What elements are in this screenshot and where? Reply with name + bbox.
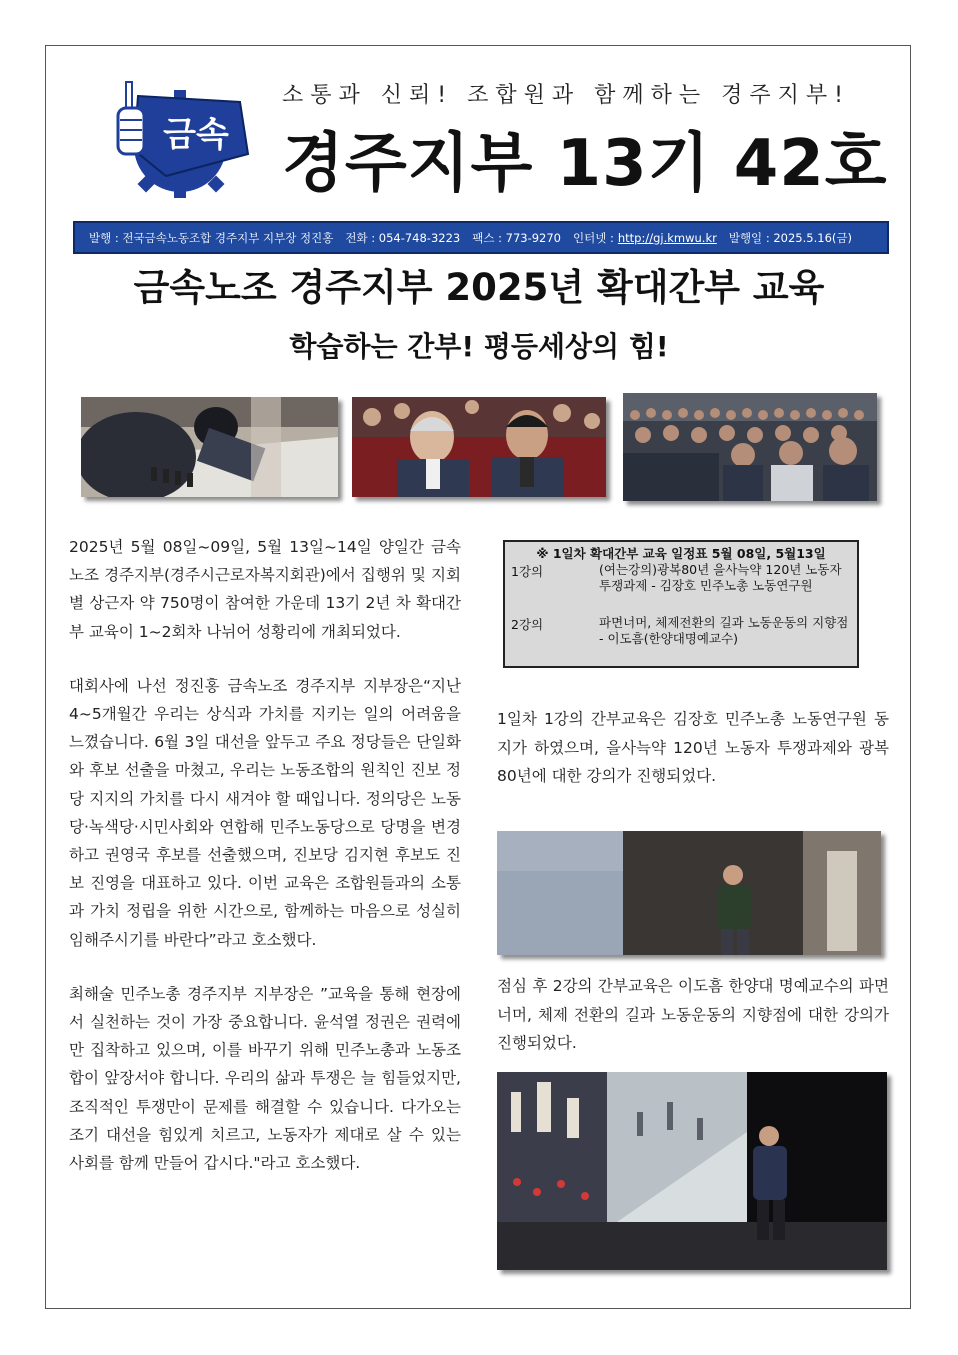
headline: 금속노조 경주지부 2025년 확대간부 교육 (133, 266, 825, 309)
photo-signing (81, 397, 338, 497)
publish-date: 발행일 : 2025.5.16(금) (728, 230, 852, 245)
schedule-text: (여는강의)광복80년 을사늑약 120년 노동자 투쟁과제 - 김장호 민주노총 노동연구원 (599, 562, 842, 593)
photo-lecture-2 (497, 1072, 887, 1270)
slogan: 소통과 신뢰! 조합원과 함께하는 경주지부! (282, 83, 850, 108)
schedule-label: 2강의 (511, 617, 544, 632)
subheadline: 학습하는 간부! 평등세상의 힘! (289, 330, 669, 363)
article-right-paragraph: 1일차 1강의 간부교육은 김장호 민주노총 노동연구원 동지가 하였으며, 을사늑약 120년 노동자 투쟁과제와 광복 80년에 대한 강의가 진행되었다. (497, 710, 889, 785)
schedule-text: 파면너머, 체제전환의 길과 노동운동의 지향점 - 이도흠(한양대명예교수) (599, 615, 849, 646)
schedule-label: 1강의 (511, 564, 544, 579)
article-left-column (69, 533, 461, 1203)
article-paragraph: 대회사에 나선 정진홍 금속노조 경주지부 지부장은“지난 4~5개월간 우리는 상식과 가치를 지키는 일의 어려움을 느꼈습니다. 6월 3일 대선을 앞두고 주요 정당들은 단일화와 후보 선출을 마쳤고, 우리는 노동조합의 원칙인 진보 정당 지지의 가치를 다시 새겨야 할 때입니다. 정의당은 노동당·녹색당·시민사회와 연합해 민주노동당으로 당명을 변경하고 권영국 후보를 선출했으며, 진보당 김지현 후보도 진보 진영을 대표하고 있다. 이번 교육은 조합원들과의 소통과 가치 정립을 위한 시간으로, 함께하는 마음으로 성실히 임해주시기를 바란다”라고 호소했다. (69, 676, 461, 949)
internet-label: 인터넷 : (573, 230, 614, 245)
issue-title: 경주지부 13기 42호 (282, 127, 888, 201)
photo-audience (623, 393, 877, 501)
phone: 전화 : 054-748-3223 (345, 230, 461, 245)
photo-leaders-seated (352, 397, 606, 497)
photo-lecture-1 (497, 831, 881, 955)
fax: 팩스 : 773-9270 (472, 230, 561, 245)
publisher: 발행 : 전국금속노동조합 경주지부 지부장 정진홍 (89, 230, 334, 245)
union-logo (112, 80, 252, 198)
fist-icon (118, 82, 144, 154)
schedule-box (503, 540, 859, 668)
article-right-paragraph: 점심 후 2강의 간부교육은 이도흠 한양대 명예교수의 파면 너머, 체제 전환의 길과 노동운동의 지향점에 대한 강의가 진행되었다. (497, 977, 889, 1052)
logo-text: 금속 (163, 115, 229, 155)
website-link[interactable]: http://gj.kmwu.kr (617, 230, 717, 245)
article-paragraph: 최해술 민주노총 경주지부 지부장은 ”교육을 통해 현장에서 실천하는 것이 가장 중요합니다. 윤석열 정권은 권력에만 집착하고 있으며, 이를 바꾸기 위해 민주노총과 노동조합이 앞장서야 합니다. 우리의 삶과 투쟁은 늘 힘들었지만, 조직적인 투쟁만이 문제를 해결할 수 있습니다. 다가오는 조기 대선을 힘있게 치르고, 노동자가 제대로 살 수 있는 사회를 함께 만들어 갑시다."라고 호소했다. (69, 984, 461, 1173)
article-paragraph: 2025년 5월 08일~09일, 5월 13일~14일 양일간 금속노조 경주지부(경주시근로자복지회관)에서 집행위 및 지회별 상근자 약 750명이 참여한 가운데 13기 2년 차 확대간부 교육이 1~2회차 나뉘어 성황리에 개최되었다. (69, 538, 461, 641)
schedule-title: ※ 1일차 확대간부 교육 일정표 5월 08일, 5월13일 (536, 546, 826, 561)
publisher-info-bar (73, 221, 889, 254)
